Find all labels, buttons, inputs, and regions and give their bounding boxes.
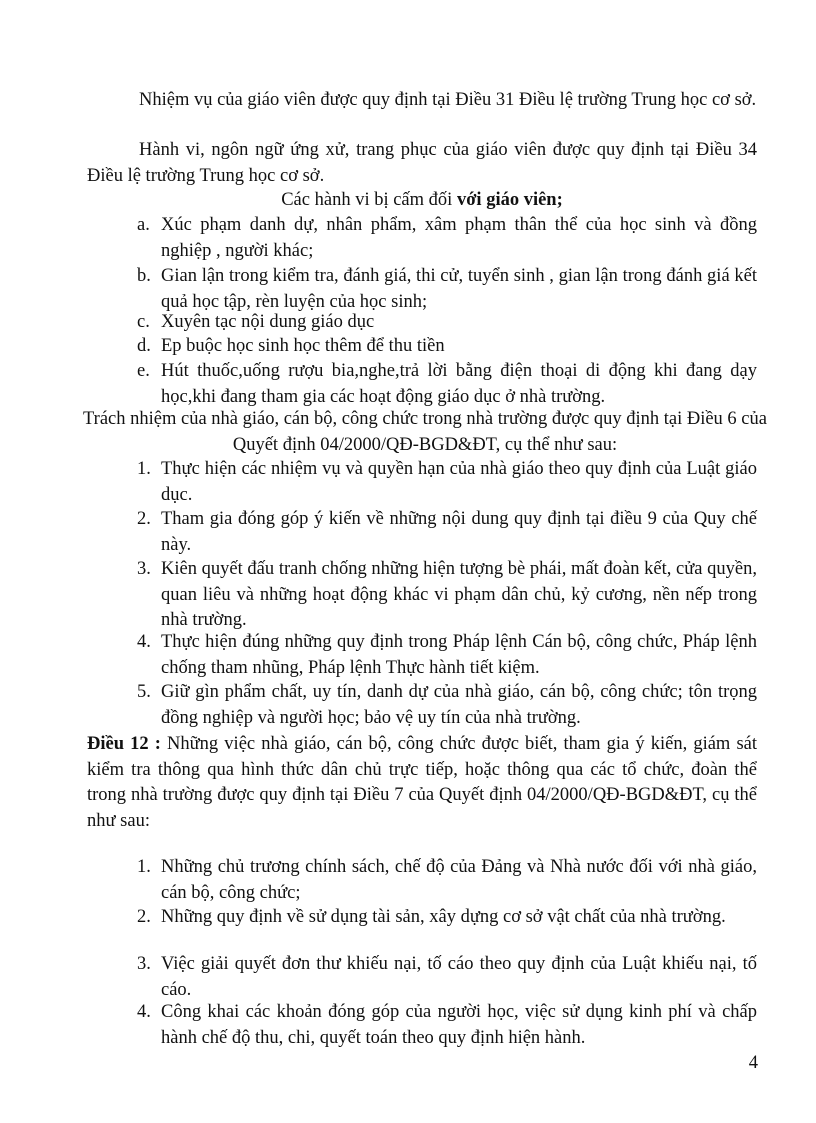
article-12-paragraph xyxy=(87,732,757,834)
list-item xyxy=(137,264,757,315)
paragraph-teacher-conduct: Hành vi, ngôn ngữ ứng xử, trang phục của giáo viên được quy định tại Điều 34 Điều lệ trường Trung học cơ sở. xyxy=(87,140,757,186)
list-item xyxy=(137,952,757,1003)
paragraph-teacher-duties: Nhiệm vụ của giáo viên được quy định tại Điều 31 Điều lệ trường Trung học cơ sở. xyxy=(139,90,757,110)
list-item-label: e. xyxy=(137,361,150,381)
list-item-label: c. xyxy=(137,312,150,332)
list-item-text: Công khai các khoản đóng góp của người học, việc sử dụng kinh phí và chấp hành chế độ thu, chi, quyết toán theo quy định hiện hành. xyxy=(161,1002,757,1048)
list-item-label: 2. xyxy=(137,509,151,529)
prohibited-heading-bold: với giáo viên; xyxy=(456,190,563,210)
list-item-text: Xúc phạm danh dự, nhân phẩm, xâm phạm thân thể của học sinh và đồng nghiệp , người khác; xyxy=(161,215,757,261)
list-item xyxy=(137,334,757,360)
list-item-label: 5. xyxy=(137,682,151,702)
list-item xyxy=(137,557,757,634)
responsibilities-heading: Trách nhiệm của nhà giáo, cán bộ, công chức trong nhà trường được quy định tại Điều 6 của Quyết định 04/2000/QĐ-BGD&ĐT, cụ thể như sau: xyxy=(83,409,767,455)
list-item-text: Những quy định về sử dụng tài sản, xây dựng cơ sở vật chất của nhà trường. xyxy=(161,907,726,927)
list-item-label: a. xyxy=(137,215,150,235)
list-item xyxy=(137,855,757,906)
list-item xyxy=(137,507,757,558)
list-item-text: Giữ gìn phẩm chất, uy tín, danh dự của nhà giáo, cán bộ, công chức; tôn trọng đồng nghiệp và người học; bảo vệ uy tín của nhà trường. xyxy=(161,682,757,728)
list-item-label: 2. xyxy=(137,907,151,927)
list-item-text: Kiên quyết đấu tranh chống những hiện tượng bè phái, mất đoàn kết, cửa quyền, quan liêu và những hoạt động khác vi phạm dân chủ, kỷ cương, nền nếp trong nhà trường. xyxy=(161,559,757,630)
list-item-label: 3. xyxy=(137,559,151,579)
list-item xyxy=(137,680,757,731)
list-item-label: 1. xyxy=(137,857,151,877)
article-12-title: Điều 12 : xyxy=(87,734,161,754)
list-item xyxy=(137,310,757,336)
list-item xyxy=(137,630,757,681)
list-item xyxy=(137,1000,757,1051)
list-item xyxy=(137,213,757,264)
list-item-label: b. xyxy=(137,266,151,286)
list-item-text: Hút thuốc,uống rượu bia,nghe,trả lời bằng điện thoại di động khi đang dạy học,khi đang tham gia các hoạt động giáo dục ở nhà trường. xyxy=(161,361,757,407)
list-item-label: 4. xyxy=(137,1002,151,1022)
list-item-text: Ep buộc học sinh học thêm để thu tiền xyxy=(161,336,445,356)
list-item-text: Những chủ trương chính sách, chế độ của Đảng và Nhà nước đối với nhà giáo, cán bộ, công chức; xyxy=(161,857,757,903)
list-item-text: Tham gia đóng góp ý kiến về những nội dung quy định tại điều 9 của Quy chế này. xyxy=(161,509,757,555)
list-item-text: Thực hiện các nhiệm vụ và quyền hạn của nhà giáo theo quy định của Luật giáo dục. xyxy=(161,459,757,505)
prohibited-heading-prefix: Các hành vi bị cấm đối xyxy=(281,190,457,210)
list-item xyxy=(137,457,757,508)
list-item-text: Việc giải quyết đơn thư khiếu nại, tố cáo theo quy định của Luật khiếu nại, tố cáo. xyxy=(161,954,757,1000)
list-item-text: Gian lận trong kiểm tra, đánh giá, thi cử, tuyển sinh , gian lận trong đánh giá kết quả học tập, rèn luyện của học sinh; xyxy=(161,266,757,312)
list-item-label: 4. xyxy=(137,632,151,652)
article-12-text: Những việc nhà giáo, cán bộ, công chức được biết, tham gia ý kiến, giám sát kiểm tra thông qua hình thức dân chủ trực tiếp, hoặc thông qua các tổ chức, đoàn thể trong nhà trường được quy định tại Điều 7 của Quyết định 04/2000/QĐ-BGD&ĐT, cụ thể như sau: xyxy=(87,734,757,831)
prohibited-heading xyxy=(87,188,757,214)
list-item-label: d. xyxy=(137,336,151,356)
list-item xyxy=(137,359,757,410)
page-number: 4 xyxy=(748,1053,758,1073)
list-item xyxy=(137,905,757,931)
list-item-text: Xuyên tạc nội dung giáo dục xyxy=(161,312,375,332)
list-item-label: 1. xyxy=(137,459,151,479)
list-item-label: 3. xyxy=(137,954,151,974)
list-item-text: Thực hiện đúng những quy định trong Pháp lệnh Cán bộ, công chức, Pháp lệnh chống tham nhũng, Pháp lệnh Thực hành tiết kiệm. xyxy=(161,632,757,678)
